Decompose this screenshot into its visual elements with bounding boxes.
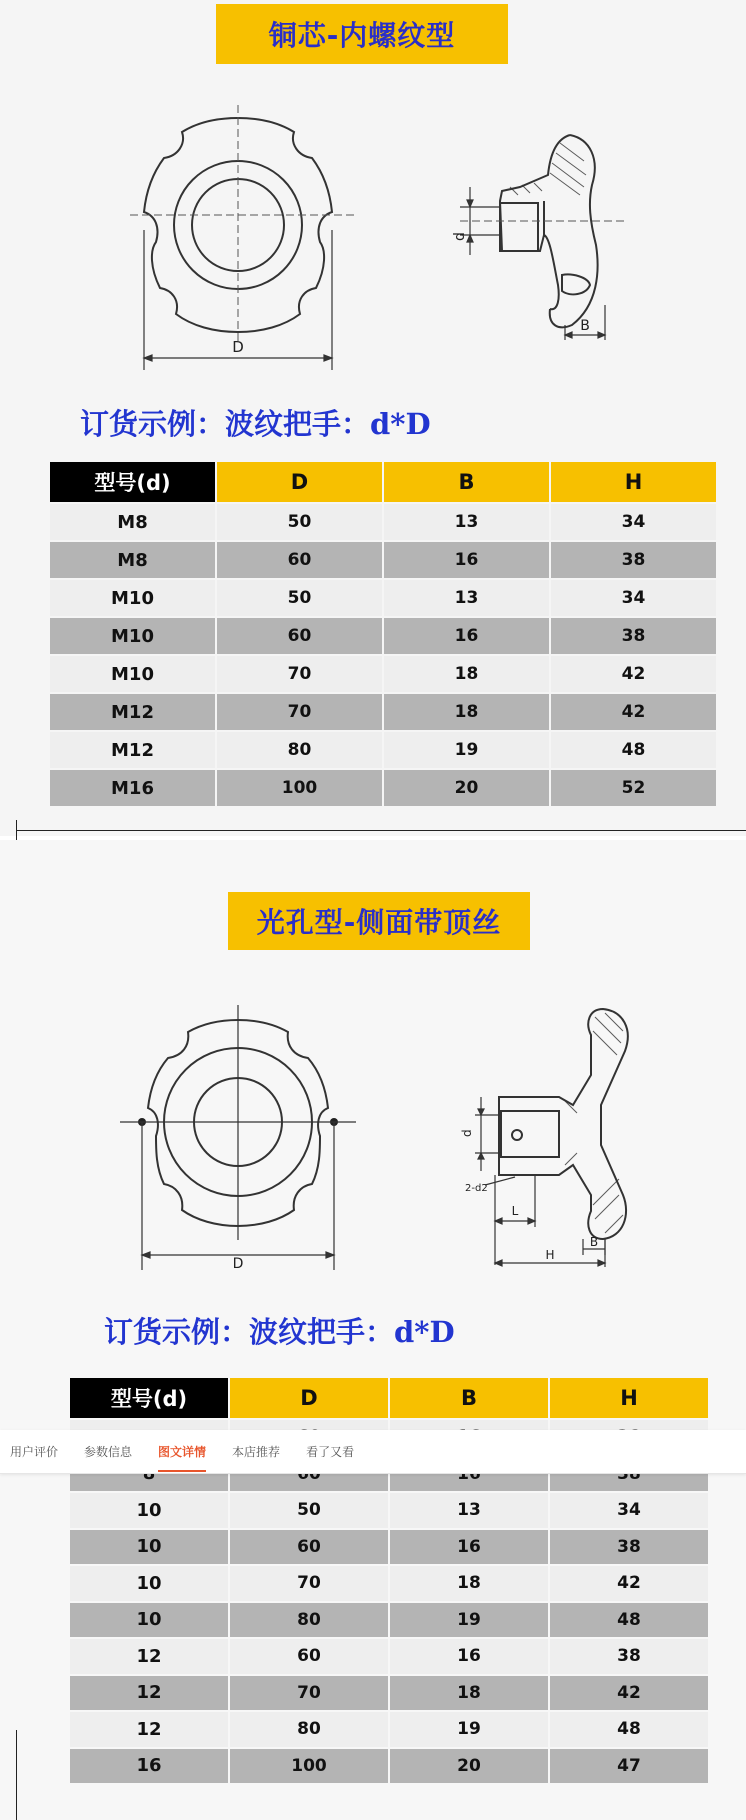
cell-model: 10 — [70, 1530, 228, 1565]
section1-front-dim-label: D — [232, 338, 244, 356]
section1-side-d-label: d — [452, 232, 468, 241]
cell-h: 42 — [551, 694, 716, 730]
section2-side-b-label: B — [589, 1235, 599, 1249]
cell-b: 13 — [384, 504, 549, 540]
table-row — [50, 618, 716, 654]
cell-h: 52 — [551, 770, 716, 806]
table-row — [50, 542, 716, 578]
table-row — [70, 1676, 708, 1711]
header-d-outer: D — [230, 1378, 388, 1418]
table-row — [50, 504, 716, 540]
cell-h: 47 — [550, 1749, 708, 1784]
cell-model: 12 — [70, 1676, 228, 1711]
section2-side-h-label: H — [545, 1248, 555, 1262]
table-header-row — [50, 462, 716, 502]
section2-front-view-drawing — [120, 1000, 360, 1270]
table-row — [70, 1566, 708, 1601]
cell-h: 34 — [550, 1493, 708, 1528]
table-row — [70, 1493, 708, 1528]
detail-tab-bar — [0, 1430, 746, 1474]
header-h: H — [550, 1378, 708, 1418]
header-b: B — [384, 462, 549, 502]
tab-parameters[interactable]: 参数信息 — [84, 1444, 133, 1459]
cell-d: 70 — [230, 1676, 388, 1711]
table-row — [50, 694, 716, 730]
section2-side-d2-label: 2-d2 — [465, 1183, 488, 1194]
section1-side-view-drawing — [440, 125, 640, 345]
cell-h: 38 — [551, 542, 716, 578]
cell-model: 10 — [70, 1493, 228, 1528]
image-edge-line — [16, 1730, 17, 1820]
table-row — [70, 1712, 708, 1747]
section1-side-b-label: B — [580, 318, 590, 334]
cell-b: 18 — [384, 656, 549, 692]
image-divider-line — [16, 830, 746, 831]
table-row — [50, 732, 716, 768]
cell-model: M16 — [50, 770, 215, 806]
section2-side-l-label: L — [511, 1204, 519, 1218]
cell-h: 38 — [551, 618, 716, 654]
cell-b: 18 — [390, 1676, 548, 1711]
section2-front-dim-label: D — [232, 1256, 244, 1270]
table-row — [50, 770, 716, 806]
cell-model: M10 — [50, 580, 215, 616]
section1-title-banner: 铜芯-内螺纹型 — [216, 4, 508, 64]
cell-d: 60 — [217, 618, 382, 654]
cell-h: 42 — [550, 1676, 708, 1711]
cell-d: 50 — [230, 1493, 388, 1528]
section2-side-view-drawing — [455, 1005, 645, 1270]
cell-h: 48 — [550, 1712, 708, 1747]
cell-b: 13 — [390, 1493, 548, 1528]
tab-viewed-also[interactable]: 看了又看 — [306, 1444, 355, 1459]
cell-model: 12 — [70, 1712, 228, 1747]
table-row — [50, 656, 716, 692]
header-model: 型号(d) — [50, 462, 215, 502]
section1-spec-table — [48, 460, 718, 808]
cell-d: 60 — [230, 1639, 388, 1674]
section2-title-banner: 光孔型-侧面带顶丝 — [228, 892, 530, 950]
tab-user-reviews[interactable]: 用户评价 — [10, 1444, 59, 1459]
section1-order-example: 订货示例：波纹把手：d*D — [80, 407, 431, 441]
cell-d: 80 — [217, 732, 382, 768]
header-model: 型号(d) — [70, 1378, 228, 1418]
section1-front-view-drawing — [130, 100, 360, 370]
cell-d: 80 — [230, 1712, 388, 1747]
cell-h: 42 — [550, 1566, 708, 1601]
cell-h: 38 — [550, 1639, 708, 1674]
cell-model: 10 — [70, 1603, 228, 1638]
cell-b: 16 — [384, 618, 549, 654]
cell-b: 19 — [390, 1712, 548, 1747]
cell-b: 16 — [384, 542, 549, 578]
cell-b: 20 — [390, 1749, 548, 1784]
cell-h: 34 — [551, 580, 716, 616]
cell-b: 19 — [390, 1603, 548, 1638]
cell-d: 70 — [217, 694, 382, 730]
table-header-row — [70, 1378, 708, 1418]
cell-model: M10 — [50, 618, 215, 654]
cell-d: 100 — [230, 1749, 388, 1784]
table-row — [70, 1749, 708, 1784]
cell-d: 50 — [217, 580, 382, 616]
cell-b: 20 — [384, 770, 549, 806]
header-b: B — [390, 1378, 548, 1418]
cell-model: M10 — [50, 656, 215, 692]
cell-b: 16 — [390, 1639, 548, 1674]
section2-order-example: 订货示例：波纹把手：d*D — [104, 1315, 455, 1349]
cell-h: 42 — [551, 656, 716, 692]
table-row — [70, 1639, 708, 1674]
cell-d: 50 — [217, 504, 382, 540]
cell-model: 12 — [70, 1639, 228, 1674]
table-row — [70, 1603, 708, 1638]
table-row — [50, 580, 716, 616]
cell-model: M12 — [50, 732, 215, 768]
cell-d: 70 — [230, 1566, 388, 1601]
cell-b: 19 — [384, 732, 549, 768]
cell-h: 38 — [550, 1530, 708, 1565]
cell-b: 16 — [390, 1530, 548, 1565]
cell-b: 13 — [384, 580, 549, 616]
cell-model: 10 — [70, 1566, 228, 1601]
tab-image-details[interactable]: 图文详情 — [158, 1430, 206, 1474]
cell-d: 80 — [230, 1603, 388, 1638]
cell-h: 34 — [551, 504, 716, 540]
cell-d: 60 — [217, 542, 382, 578]
cell-h: 48 — [550, 1603, 708, 1638]
cell-model: M8 — [50, 542, 215, 578]
cell-h: 48 — [551, 732, 716, 768]
cell-d: 70 — [217, 656, 382, 692]
cell-model: M8 — [50, 504, 215, 540]
cell-b: 18 — [390, 1566, 548, 1601]
cell-d: 100 — [217, 770, 382, 806]
section2-side-d-label: d — [460, 1129, 474, 1137]
cell-d: 60 — [230, 1530, 388, 1565]
tab-store-recommend[interactable]: 本店推荐 — [232, 1444, 281, 1459]
cell-model: 16 — [70, 1749, 228, 1784]
cell-b: 18 — [384, 694, 549, 730]
header-h: H — [551, 462, 716, 502]
table-row — [70, 1530, 708, 1565]
cell-model: M12 — [50, 694, 215, 730]
header-d-outer: D — [217, 462, 382, 502]
